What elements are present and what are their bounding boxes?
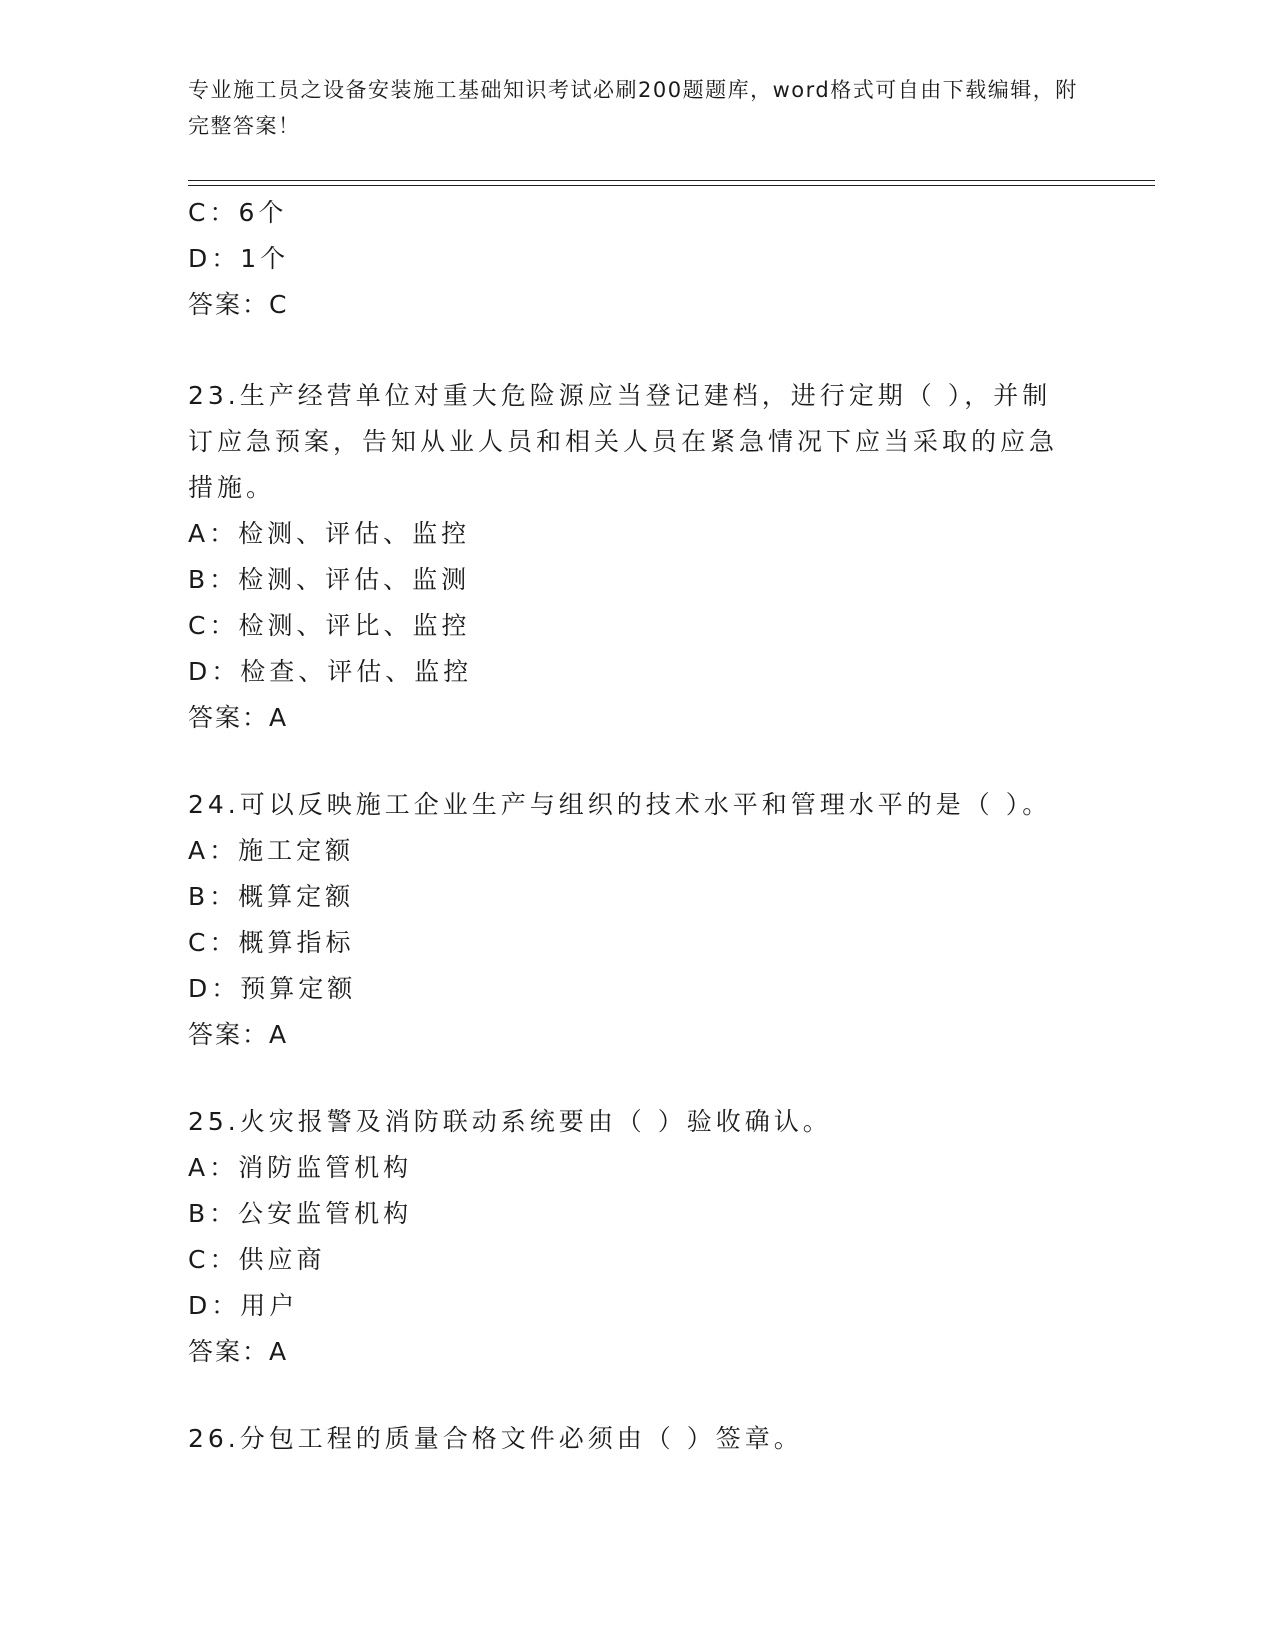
answer-line: 答案：A xyxy=(188,703,289,732)
option-c: C：检测、评比、监控 xyxy=(188,611,471,640)
option-b: B：公安监管机构 xyxy=(188,1199,413,1228)
option-a: A：消防监管机构 xyxy=(188,1153,413,1182)
document-header: 专业施工员之设备安装施工基础知识考试必刷200题题库，word格式可自由下载编辑，附完整答案！ xyxy=(188,78,1078,138)
question-list xyxy=(188,190,1088,1462)
option-d: D：检查、评估、监控 xyxy=(188,657,473,686)
option-c: C：概算指标 xyxy=(188,928,355,957)
option-a: A：施工定额 xyxy=(188,836,355,865)
question-25 xyxy=(188,1099,1088,1375)
question-23 xyxy=(188,373,1088,741)
question-text: 26.分包工程的质量合格文件必须由（ ）签章。 xyxy=(188,1424,803,1453)
option-c: C：供应商 xyxy=(188,1245,326,1274)
header-divider-top xyxy=(188,180,1155,181)
option-a: A：检测、评估、监控 xyxy=(188,519,471,548)
answer-line: 答案：C xyxy=(188,290,289,319)
option-d: D：用户 xyxy=(188,1291,299,1320)
answer-line: 答案：A xyxy=(188,1337,289,1366)
question-26 xyxy=(188,1416,1088,1462)
question-text: 24.可以反映施工企业生产与组织的技术水平和管理水平的是（ ）。 xyxy=(188,790,1052,819)
option-b: B：检测、评估、监测 xyxy=(188,565,471,594)
option-d: D：1个 xyxy=(188,244,290,273)
question-text: 23.生产经营单位对重大危险源应当登记建档，进行定期（ ），并制订应急预案，告知从业人员和相关人员在紧急情况下应当采取的应急措施。 xyxy=(188,381,1059,502)
question-22-continued xyxy=(188,190,1088,328)
option-c: C：6个 xyxy=(188,198,288,227)
header-divider-bottom xyxy=(188,185,1155,186)
question-text: 25.火灾报警及消防联动系统要由（ ）验收确认。 xyxy=(188,1107,832,1136)
answer-line: 答案：A xyxy=(188,1020,289,1049)
option-b: B：概算定额 xyxy=(188,882,355,911)
option-d: D：预算定额 xyxy=(188,974,357,1003)
question-24 xyxy=(188,782,1088,1058)
